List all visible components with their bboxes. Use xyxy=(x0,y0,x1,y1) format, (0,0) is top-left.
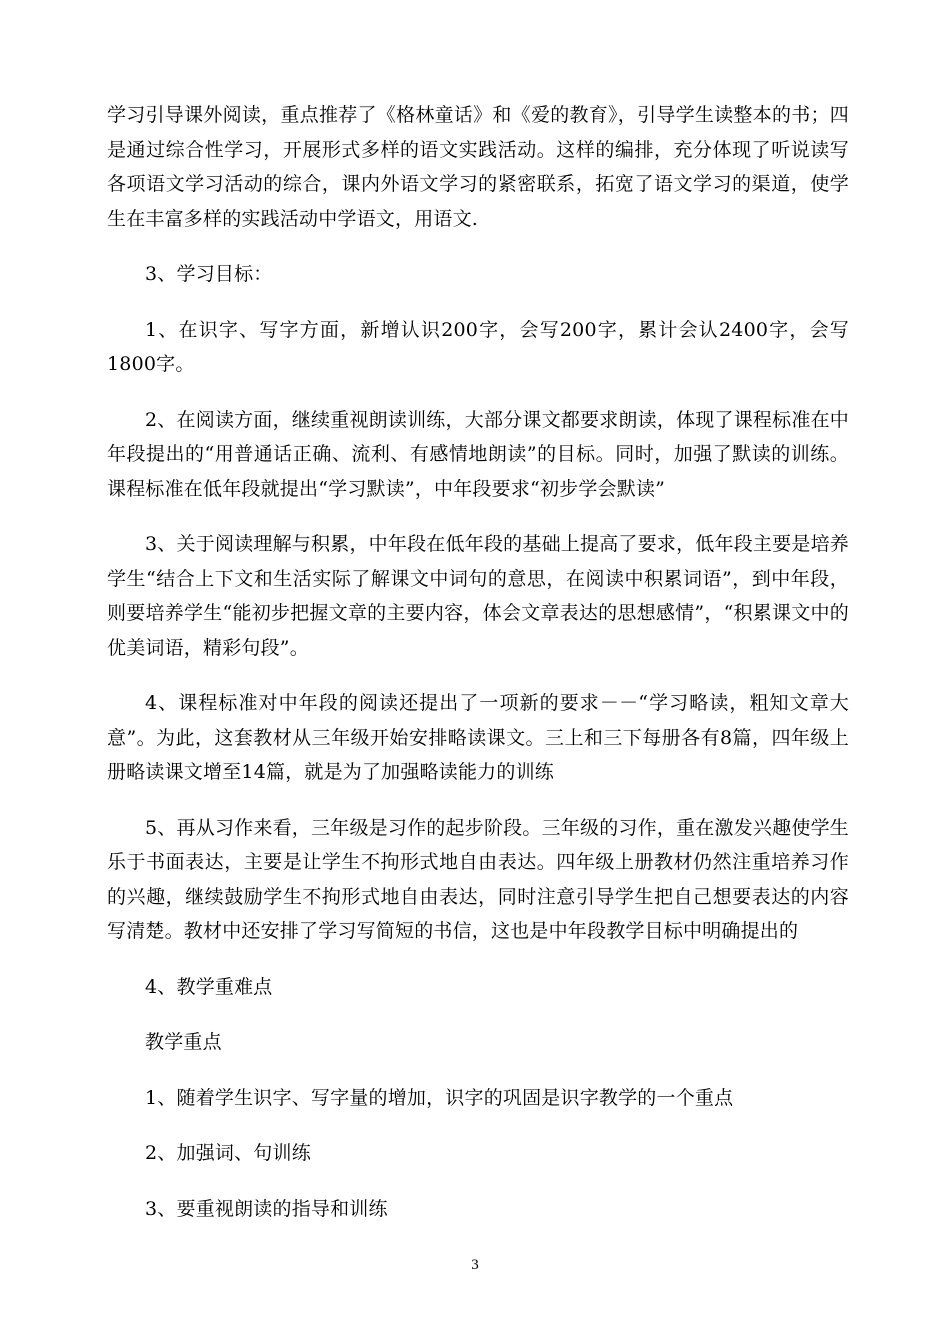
paragraph-continuation: 学习引导课外阅读，重点推荐了《格林童话》和《爱的教育》，引导学生读整本的书；四是通过综合性学习，开展形式多样的语文实践活动。这样的编排，充分体现了听说读写各项语文学习活动的综合，课内外语文学习的紧密联系，拓宽了语文学习的渠道，使学生在丰富多样的实践活动中学语文，用语文. xyxy=(107,104,849,230)
focus-item-2: 2、加强词、句训练 xyxy=(145,1142,311,1164)
goal-writing: 5、再从习作来看，三年级是习作的起步阶段。三年级的习作，重在激发兴趣使学生乐于书面表达，主要是让学生不拘形式地自由表达。四年级上册教材仍然注重培养习作的兴趣，继续鼓励学生不拘形式地自由表达，同时注意引导学生把自己想要表达的内容写清楚。教材中还安排了学习写简短的书信，这也是中年段教学目标中明确提出的 xyxy=(107,816,849,942)
section-heading-learning-goals: 3、学习目标： xyxy=(145,263,273,285)
goal-comprehension: 3、关于阅读理解与积累，中年段在低年段的基础上提高了要求，低年段主要是培养学生“结合上下文和生活实际了解课文中词句的意思，在阅读中积累词语”，到中年段，则要培养学生“能初步把握文章的主要内容，体会文章表达的思想感情”，“积累课文中的优美词语，精彩句段”。 xyxy=(107,533,849,659)
focus-item-3: 3、要重视朗读的指导和训练 xyxy=(145,1197,388,1220)
goal-literacy: 1、在识字、写字方面，新增认识200字，会写200字，累计会认2400字，会写1800字。 xyxy=(107,318,849,375)
goal-reading: 2、在阅读方面，继续重视朗读训练，大部分课文都要求朗读，体现了课程标准在中年段提出的“用普通话正确、流利、有感情地朗读”的目标。同时，加强了默读的训练。课程标准在低年段就提出“学习默读”，中年段要求“初步学会默读” xyxy=(107,408,849,500)
goal-skim-reading: 4、课程标准对中年段的阅读还提出了一项新的要求－－“学习略读，粗知文章大意”。为此，这套教材从三年级开始安排略读课文。三上和三下每册各有8篇，四年级上册略读课文增至14篇，就是为了加强略读能力的训练 xyxy=(107,692,849,783)
focus-item-1: 1、随着学生识字、写字量的增加，识字的巩固是识字教学的一个重点 xyxy=(145,1086,734,1109)
section-heading-key-points: 4、教学重难点 xyxy=(145,975,273,998)
page-number: 3 xyxy=(471,1257,479,1273)
page-body xyxy=(107,98,849,1247)
subheading-teaching-focus: 教学重点 xyxy=(145,1031,222,1053)
